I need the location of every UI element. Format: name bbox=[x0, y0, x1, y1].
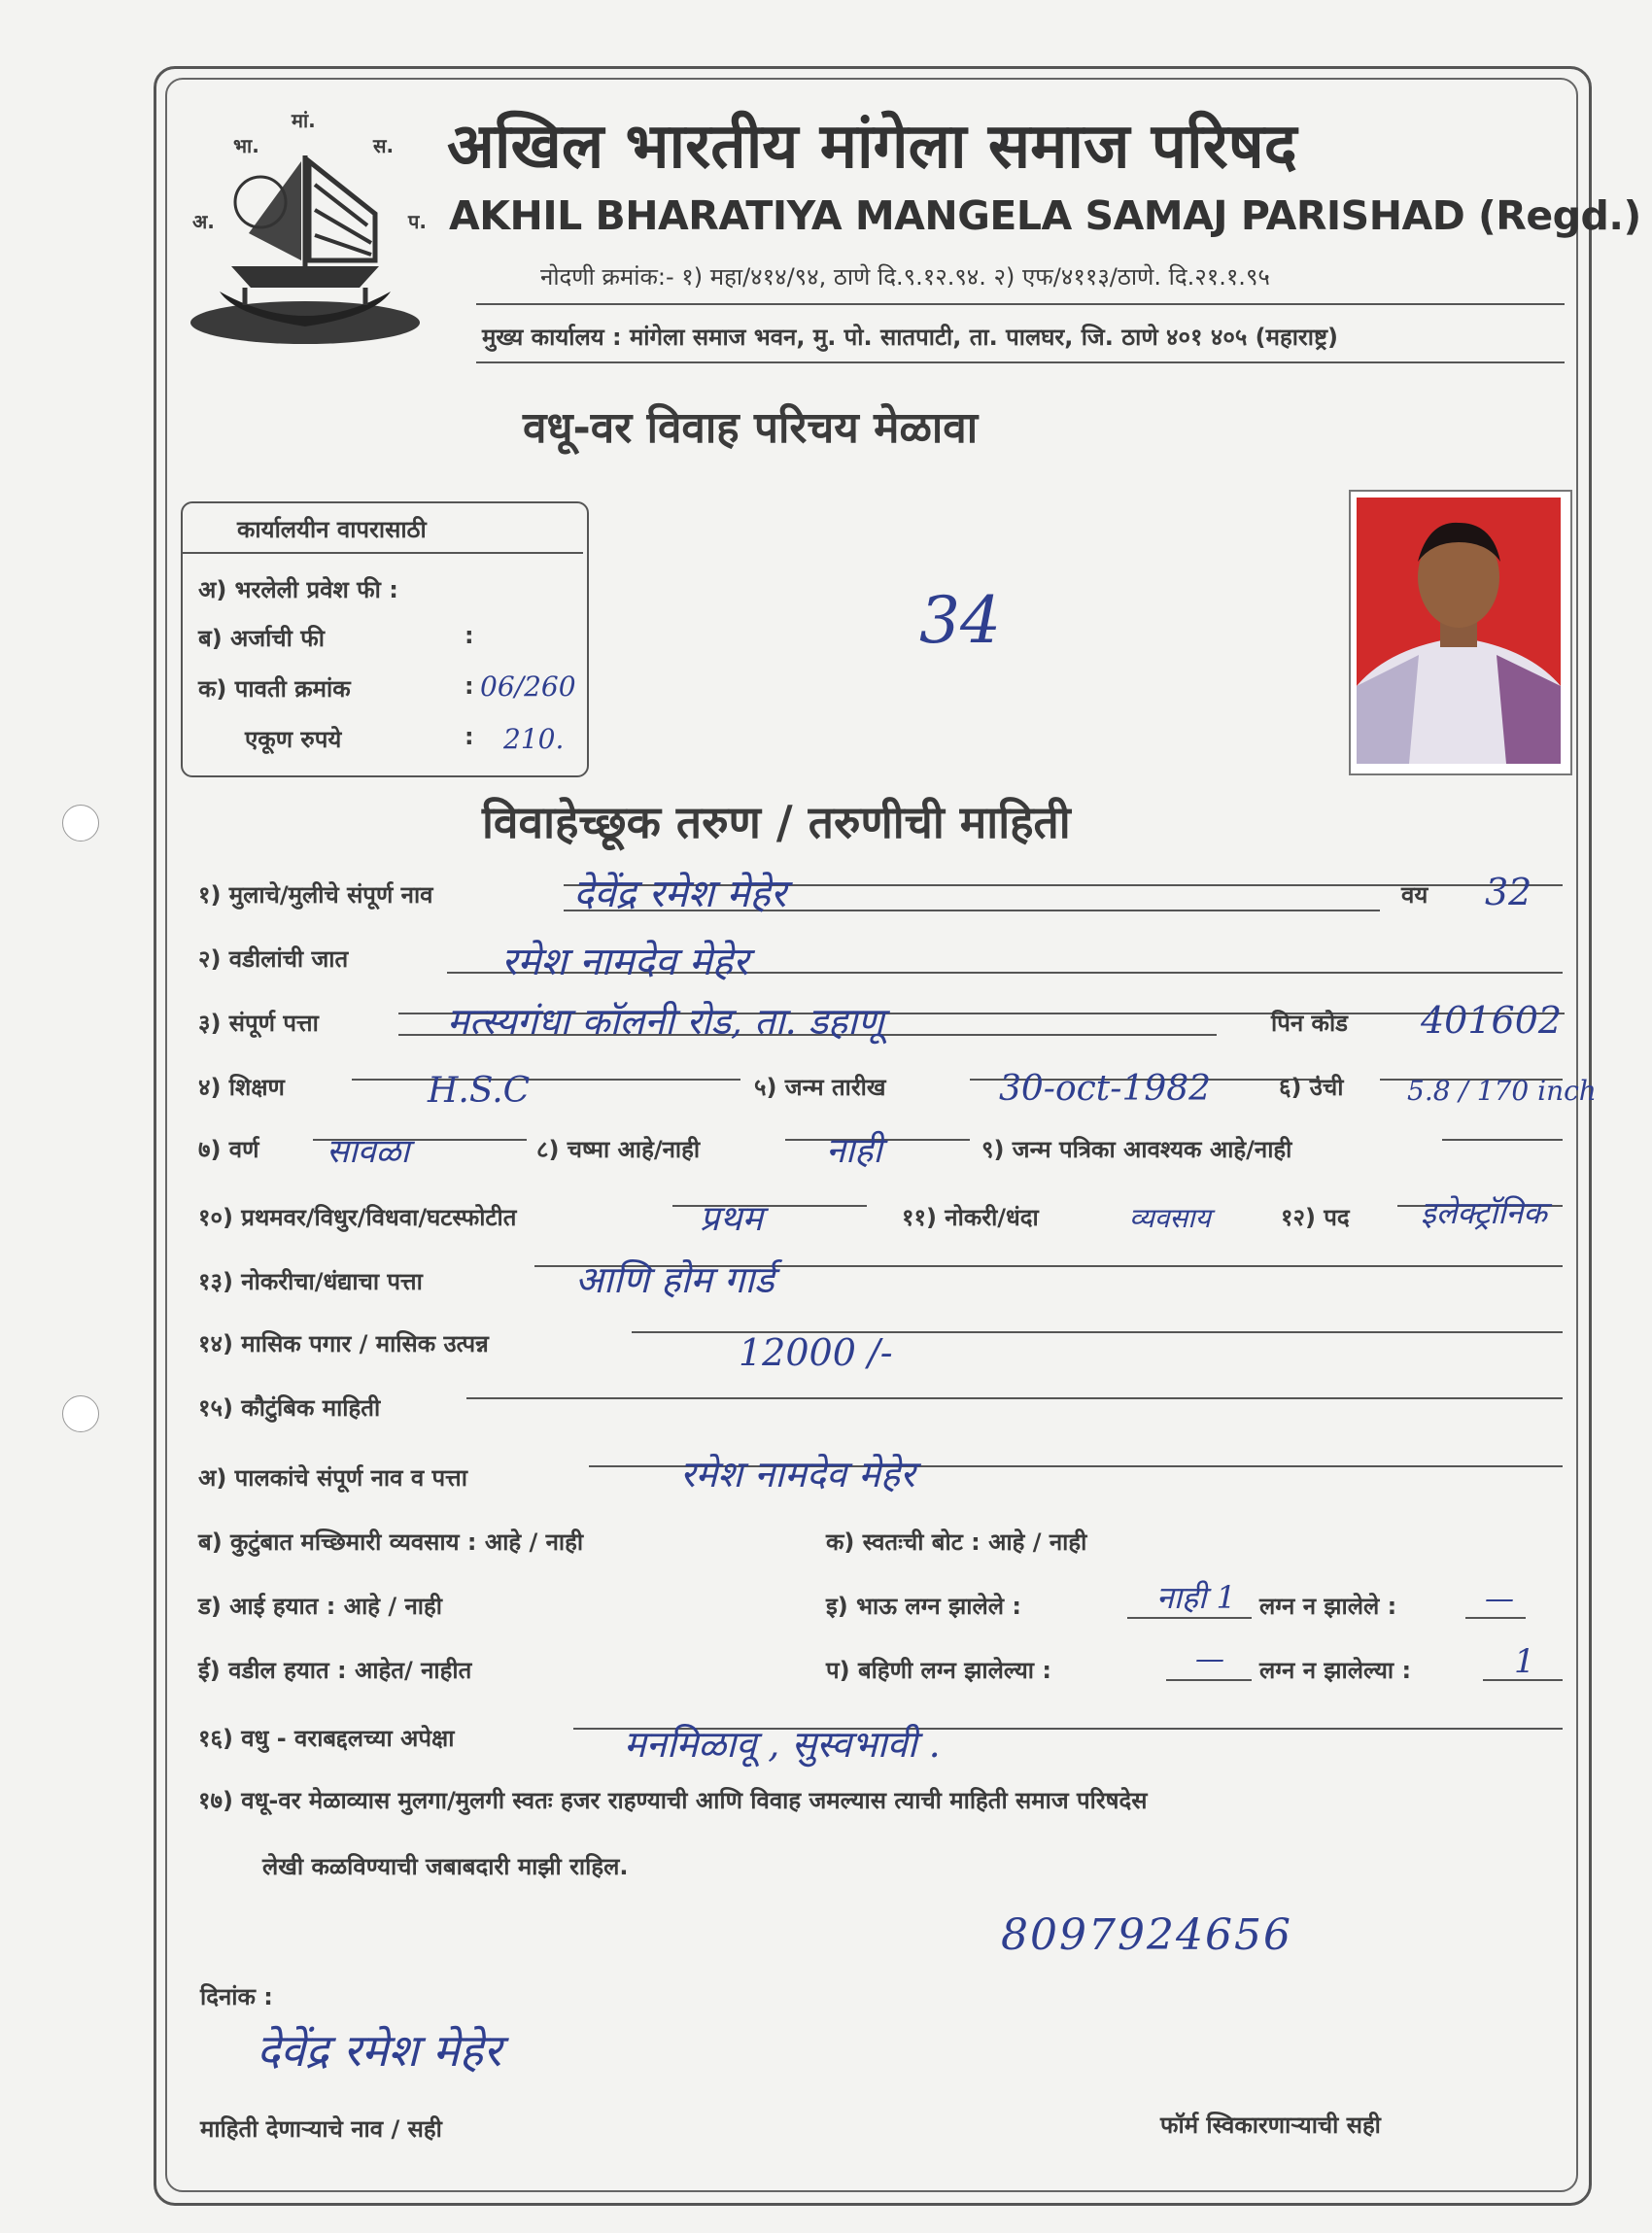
office-address: मुख्य कार्यालय : मांगेला समाज भवन, मु. पो. सातपाटी, ता. पालघर, जि. ठाणे ४०१ ४०५ (महाराष्ट्र) bbox=[482, 324, 1338, 351]
field-17-line-2: लेखी कळविण्याची जबाबदारी माझी राहिल. bbox=[262, 1853, 629, 1880]
receipt-number-label: क) पावती क्रमांक bbox=[198, 675, 351, 703]
field-b-label: ब) कुटुंबात मच्छिमारी व्यवसाय : आहे / नाही bbox=[198, 1529, 584, 1556]
application-fee-label: ब) अर्जाची फी bbox=[198, 625, 325, 652]
punch-hole-top bbox=[62, 805, 99, 842]
field-13-value: आणि होम गार्ड bbox=[575, 1258, 774, 1301]
giver-name-signature-label: माहिती देणाऱ्याचे नाव / सही bbox=[200, 2115, 442, 2143]
age-value: 32 bbox=[1485, 871, 1532, 913]
field-p2-label: लग्न न झालेल्या : bbox=[1259, 1657, 1412, 1684]
age-label: वय bbox=[1401, 881, 1428, 909]
field-k-label: क) स्वतःची बोट : आहे / नाही bbox=[826, 1529, 1087, 1556]
field-4-label: ४) शिक्षण bbox=[198, 1074, 285, 1101]
field-5-value: 30-oct-1982 bbox=[999, 1069, 1212, 1109]
receipt-number-colon: : bbox=[465, 672, 474, 700]
total-amount-value: 210. bbox=[503, 723, 565, 755]
field-p-value: — bbox=[1195, 1642, 1224, 1676]
field-4-line bbox=[352, 1079, 740, 1081]
field-e2-line bbox=[1465, 1617, 1526, 1619]
field-d-label: ड) आई हयात : आहे / नाही bbox=[198, 1593, 442, 1620]
field-9-line bbox=[1442, 1139, 1563, 1141]
entry-fee-label: अ) भरलेली प्रवेश फी : bbox=[198, 576, 398, 603]
serial-number: 34 bbox=[919, 583, 1001, 658]
field-i-label: ई) वडील हयात : आहेत/ नाहीत bbox=[198, 1657, 472, 1684]
field-6-value: 5.8 / 170 inch bbox=[1407, 1075, 1597, 1107]
field-16-value: मनमिळावू , सुस्वभावी . bbox=[624, 1723, 941, 1766]
field-13-label: १३) नोकरीचा/धंद्याचा पत्ता bbox=[198, 1268, 423, 1295]
total-amount-label: एकूण रुपये bbox=[245, 726, 342, 753]
field-11-label: ११) नोकरी/धंदा bbox=[902, 1204, 1039, 1231]
field-7-label: ७) वर्ण bbox=[198, 1136, 259, 1163]
field-e2-value: — bbox=[1485, 1582, 1514, 1616]
receiver-signature-label: फॉर्म स्विकारणाऱ्याची सही bbox=[1160, 2112, 1381, 2139]
event-title: वधू-वर विवाह परिचय मेळावा bbox=[523, 403, 979, 453]
header-divider bbox=[476, 303, 1565, 305]
punch-hole-bottom bbox=[62, 1395, 99, 1432]
applicant-photo bbox=[1349, 490, 1572, 775]
field-5-label: ५) जन्म तारीख bbox=[754, 1074, 886, 1101]
org-title-english: AKHIL BHARATIYA MANGELA SAMAJ PARISHAD (Regd.) bbox=[449, 192, 1641, 239]
field-p-line bbox=[1166, 1679, 1252, 1681]
header-divider-2 bbox=[476, 361, 1565, 363]
logo-letter-5: प. bbox=[408, 210, 427, 233]
field-p-label: प) बहिणी लग्न झालेल्या : bbox=[826, 1657, 1051, 1684]
logo-letter-2: भा. bbox=[233, 134, 259, 157]
receipt-number-value: 06/260 bbox=[480, 670, 576, 703]
logo-letter-1: अ. bbox=[192, 210, 215, 233]
date-label: दिनांक : bbox=[200, 1983, 273, 2010]
signature: देवेंद्र रमेश मेहेर bbox=[257, 2024, 502, 2077]
field-10-label: १०) प्रथमवर/विधुर/विधवा/घटस्फोटीत bbox=[198, 1204, 517, 1231]
field-15-line bbox=[466, 1397, 1563, 1399]
field-2-label: २) वडीलांची जात bbox=[198, 945, 349, 973]
field-1-value: देवेंद्र रमेश मेहेर bbox=[573, 872, 787, 916]
field-3-value: मत्स्यगंधा कॉलनी रोड, ता. डहाणू bbox=[447, 1000, 884, 1043]
field-2-value: रमेश नामदेव मेहेर bbox=[501, 940, 749, 984]
field-1-label: १) मुलाचे/मुलीचे संपूर्ण नाव bbox=[198, 881, 433, 909]
field-12-value: इलेक्ट्रॉनिक bbox=[1421, 1194, 1547, 1231]
field-e-label: इ) भाऊ लग्न झालेले : bbox=[826, 1593, 1021, 1620]
field-a-label: अ) पालकांचे संपूर्ण नाव व पत्ता bbox=[198, 1464, 467, 1492]
field-3-label: ३) संपूर्ण पत्ता bbox=[198, 1010, 319, 1037]
field-4-value: H.S.C bbox=[428, 1071, 531, 1111]
field-8-value: नाही bbox=[826, 1131, 882, 1171]
field-e2-label: लग्न न झालेले : bbox=[1259, 1593, 1397, 1620]
field-p2-value: 1 bbox=[1514, 1642, 1535, 1681]
field-11-value: व्यवसाय bbox=[1129, 1202, 1211, 1234]
field-12-label: १२) पद bbox=[1281, 1204, 1350, 1231]
field-17-line-1: १७) वधू-वर मेळाव्यास मुलगा/मुलगी स्वतः हजर राहण्याची आणि विवाह जमल्यास त्याची माहिती समाज परिषदेस bbox=[198, 1787, 1148, 1814]
field-6-label: ६) उंची bbox=[1279, 1074, 1344, 1101]
field-9-label: ९) जन्म पत्रिका आवश्यक आहे/नाही bbox=[981, 1136, 1292, 1163]
field-e-value: नाही 1 bbox=[1156, 1579, 1236, 1616]
pin-code-label: पिन कोड bbox=[1271, 1010, 1349, 1037]
application-fee-colon: : bbox=[465, 622, 474, 649]
logo-letter-3: मां. bbox=[292, 109, 316, 132]
office-use-title: कार्यालयीन वापरासाठी bbox=[237, 516, 427, 543]
field-10-value: प्रथम bbox=[700, 1199, 764, 1239]
field-14-value: 12000 /- bbox=[739, 1331, 893, 1374]
field-8-label: ८) चष्मा आहे/नाही bbox=[536, 1136, 701, 1163]
field-7-value: सावळा bbox=[327, 1132, 410, 1171]
field-14-label: १४) मासिक पगार / मासिक उत्पन्न bbox=[198, 1330, 489, 1357]
org-title-marathi: अखिल भारतीय मांगेला समाज परिषद bbox=[447, 111, 1297, 183]
phone-number: 8097924656 bbox=[1001, 1910, 1292, 1960]
field-a-value: रमेश नामदेव मेहेर bbox=[680, 1453, 915, 1495]
pin-code-value: 401602 bbox=[1421, 999, 1563, 1042]
total-amount-colon: : bbox=[465, 723, 474, 750]
section-title: विवाहेच्छूक तरुण / तरुणीची माहिती bbox=[482, 796, 1071, 848]
field-16-label: १६) वधु - वराबद्दलच्या अपेक्षा bbox=[198, 1725, 455, 1752]
logo-letter-4: स. bbox=[373, 134, 395, 157]
registration-number: नोदणी क्रमांक:- १) महा/४१४/९४, ठाणे दि.९.१२.९४. २) एफ/४११३/ठाणे. दि.२१.१.९५ bbox=[540, 263, 1270, 291]
field-15-label: १५) कौटुंबिक माहिती bbox=[198, 1394, 381, 1422]
office-use-divider bbox=[183, 552, 583, 554]
